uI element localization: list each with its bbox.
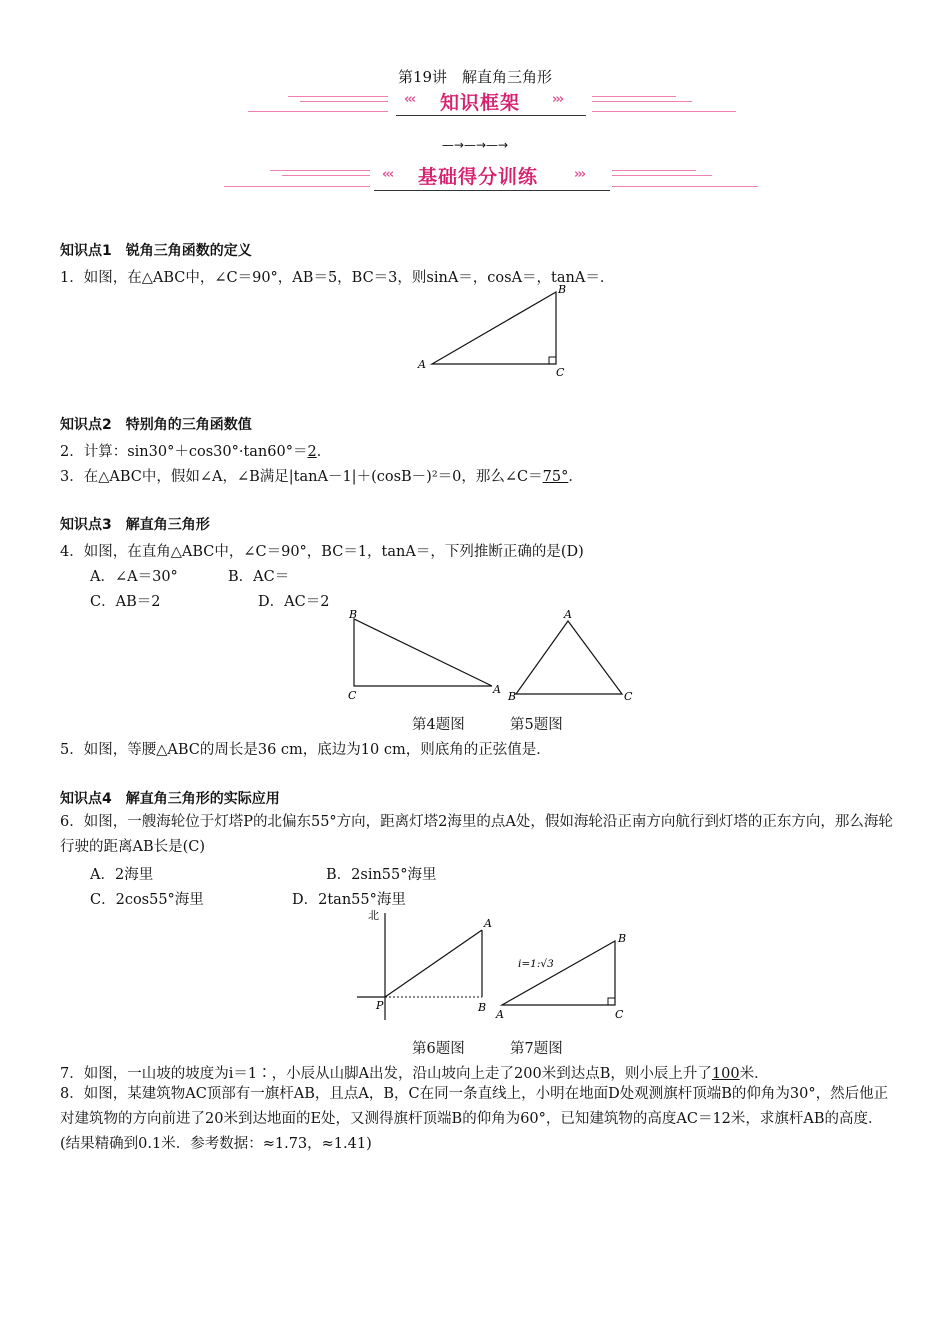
section-heading: 知识点3 解直角三角形 <box>60 517 210 533</box>
slope-label: i=1:√3 <box>518 958 554 970</box>
chevron-left-icon: ‹‹‹ <box>404 92 415 107</box>
point-label-p: P <box>376 999 384 1012</box>
point-label-a: A <box>484 917 492 930</box>
vertex-label-c: C <box>348 689 357 702</box>
vertex-label-b: B <box>508 690 517 703</box>
section-heading: 知识点1 锐角三角函数的定义 <box>60 243 252 259</box>
answer-q7: 100 <box>711 1066 740 1082</box>
caption-fig6: 第6题图 <box>412 1041 465 1057</box>
option-c: C．AB＝2 <box>90 594 161 610</box>
option-d: D．AC＝2 <box>258 594 330 610</box>
question-4: 4．如图，在直角△ABC中，∠C＝90°，BC＝1，tanA＝，下列推断正确的是(D) <box>60 544 584 560</box>
figure-q6-q7 <box>350 905 650 1025</box>
option-b: B．2sin55°海里 <box>326 867 437 883</box>
question-3: 3．在△ABC中，假如∠A，∠B满足|tanA－1|＋(cosB－)²＝0，那么∠C＝75°． <box>60 469 583 485</box>
section-heading: 知识点4 解直角三角形的实际应用 <box>60 791 280 807</box>
section-heading: 知识点2 特别角的三角函数值 <box>60 417 252 433</box>
option-a: A．∠A＝30° <box>90 569 178 585</box>
vertex-label-b: B <box>558 283 567 296</box>
caption-fig7: 第7题图 <box>510 1041 563 1057</box>
arrow-chain: —→—→—→ <box>441 138 509 152</box>
question-8: 8．如图，某建筑物AC顶部有一旗杆AB，且点A，B，C在同一条直线上，小明在地面D处观测旗杆顶端B的仰角为30°，然后他正对建筑物的方向前进了20米到达地面的E处，又测得旗杆顶端B的仰角为60°，已知建筑物的高度AC＝12米，求旗杆AB的高度．(结果精确到0.1米．参考数据：≈1.73，≈1.41) <box>60 1086 889 1152</box>
option-c: C．2cos55°海里 <box>90 892 204 908</box>
point-label-b: B <box>478 1001 487 1014</box>
option-d: D．2tan55°海里 <box>292 892 406 908</box>
option-a: A．2海里 <box>90 867 154 883</box>
north-label: 北 <box>368 909 379 922</box>
caption-fig5: 第5题图 <box>510 717 563 733</box>
option-b: B．AC＝ <box>228 569 290 585</box>
question-2: 2．计算：sin30°＋cos30°·tan60°＝2． <box>60 444 332 460</box>
banner-title: 知识框架 <box>440 92 521 114</box>
question-6: 6．如图，一艘海轮位于灯塔P的北偏东55°方向，距离灯塔2海里的点A处，假如海轮沿正南方向航行到灯塔的正东方向，那么海轮行驶的距离AB长是(C) <box>60 814 893 855</box>
question-7: 7．如图，一山坡的坡度为i＝1∶，小辰从山脚A出发，沿山坡向上走了200米到达点B，则小辰上升了100米． <box>60 1066 769 1082</box>
answer-q2: 2 <box>307 444 317 460</box>
point-label-a: A <box>496 1008 504 1021</box>
lecture-title: 第19讲 解直角三角形 <box>397 68 553 86</box>
chevron-right-icon: ››› <box>552 92 563 107</box>
question-1: 1．如图，在△ABC中，∠C＝90°，AB＝5，BC＝3，则sinA＝，cosA＝，tanA＝． <box>60 270 615 286</box>
vertex-label-b: B <box>349 608 358 621</box>
chevron-right-icon: ››› <box>574 167 585 182</box>
caption-fig4: 第4题图 <box>412 717 465 733</box>
point-label-c: C <box>615 1008 624 1021</box>
answer-q3: 75° <box>542 469 569 485</box>
banner-title: 基础得分训练 <box>418 166 539 188</box>
vertex-label-a: A <box>564 608 572 621</box>
chevron-left-icon: ‹‹‹ <box>382 167 393 182</box>
vertex-label-c: C <box>556 366 565 379</box>
point-label-b: B <box>618 932 627 945</box>
figure-q1-triangle <box>410 280 580 380</box>
vertex-label-c: C <box>624 690 633 703</box>
vertex-label-a: A <box>418 358 426 371</box>
figure-q4-q5 <box>340 605 640 705</box>
vertex-label-a: A <box>493 683 501 696</box>
question-5: 5．如图，等腰△ABC的周长是36 cm，底边为10 cm，则底角的正弦值是． <box>60 742 551 758</box>
